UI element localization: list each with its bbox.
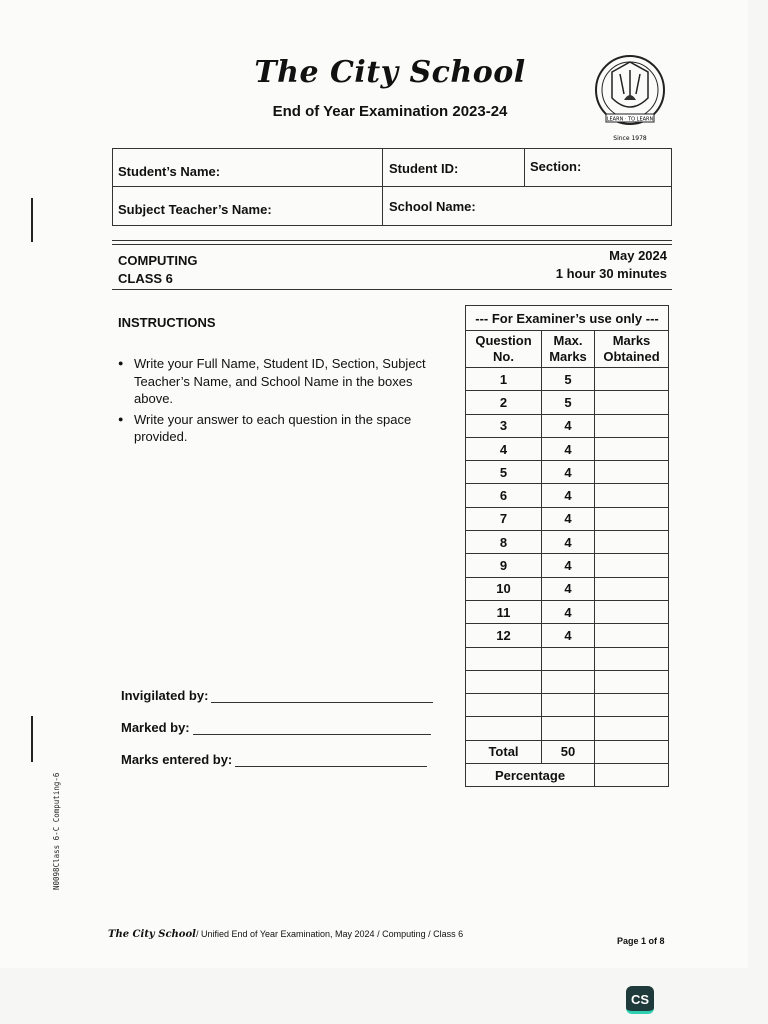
marks-obtained-cell[interactable]	[595, 461, 669, 484]
section-field[interactable]: Section:	[530, 159, 582, 174]
max-marks: 4	[542, 600, 595, 623]
max-marks: 4	[542, 414, 595, 437]
total-label: Total	[466, 740, 542, 763]
header-max-marks: Max. Marks	[542, 331, 595, 368]
marked-by-line[interactable]	[121, 720, 431, 735]
instruction-item: ● Write your Full Name, Student ID, Section, Subject Teacher’s Name, and School Name in the boxes above.	[118, 355, 438, 408]
school-name-title: The City School	[254, 55, 526, 90]
subject-name: COMPUTING	[118, 253, 198, 268]
binding-mark	[31, 716, 33, 762]
total-obtained-cell[interactable]	[595, 740, 669, 763]
instructions-heading: INSTRUCTIONS	[118, 315, 216, 330]
class-name: CLASS 6	[118, 271, 173, 286]
max-marks: 4	[542, 437, 595, 460]
teacher-name-field[interactable]: Subject Teacher’s Name:	[118, 202, 272, 217]
marks-obtained-cell[interactable]	[595, 507, 669, 530]
empty-row	[466, 670, 669, 693]
table-row	[466, 368, 669, 391]
subject-top-rule-2	[112, 244, 672, 245]
school-crest-logo	[590, 52, 670, 144]
marks-obtained-cell[interactable]	[595, 414, 669, 437]
exam-title: End of Year Examination 2023-24	[272, 103, 508, 120]
max-marks: 4	[542, 484, 595, 507]
marks-entered-by-label: Marks entered by:	[121, 752, 233, 767]
table-row	[466, 600, 669, 623]
max-marks: 4	[542, 554, 595, 577]
invigilated-by-label: Invigilated by:	[121, 688, 209, 703]
empty-row	[466, 694, 669, 717]
empty-row	[466, 647, 669, 670]
table-row	[466, 437, 669, 460]
question-no: 7	[466, 507, 542, 530]
footer-school-script: The City School	[108, 929, 196, 940]
percentage-label: Percentage	[466, 764, 595, 787]
question-no: 11	[466, 600, 542, 623]
table-row	[466, 461, 669, 484]
subject-bottom-rule	[112, 289, 672, 290]
total-value: 50	[542, 740, 595, 763]
school-name-field[interactable]: School Name:	[389, 199, 476, 214]
max-marks: 5	[542, 368, 595, 391]
instructions-list	[118, 355, 438, 449]
marks-obtained-cell[interactable]	[595, 531, 669, 554]
question-no: 2	[466, 391, 542, 414]
question-no: 4	[466, 437, 542, 460]
examiner-table-title: --- For Examiner’s use only ---	[466, 306, 669, 331]
empty-row	[466, 717, 669, 740]
table-row	[466, 624, 669, 647]
marks-obtained-cell[interactable]	[595, 624, 669, 647]
subject-top-rule	[112, 240, 672, 241]
page-number: Page 1 of 8	[617, 936, 665, 946]
info-divider-v2	[524, 148, 525, 186]
max-marks: 5	[542, 391, 595, 414]
max-marks: 4	[542, 531, 595, 554]
total-row	[466, 740, 669, 763]
page-footer	[108, 929, 463, 940]
marks-obtained-cell[interactable]	[595, 600, 669, 623]
instruction-item: ● Write your answer to each question in the space provided.	[118, 411, 438, 446]
table-row	[466, 554, 669, 577]
question-no: 12	[466, 624, 542, 647]
marks-obtained-cell[interactable]	[595, 391, 669, 414]
camscanner-badge-icon: CS	[626, 986, 654, 1014]
percentage-cell[interactable]	[595, 764, 669, 787]
invigilated-by-line[interactable]	[121, 688, 433, 703]
table-row	[466, 484, 669, 507]
question-no: 1	[466, 368, 542, 391]
max-marks: 4	[542, 507, 595, 530]
svg-text:LEARN · TO LEARN: LEARN · TO LEARN	[606, 116, 654, 123]
max-marks: 4	[542, 624, 595, 647]
marks-obtained-cell[interactable]	[595, 577, 669, 600]
info-divider	[112, 186, 672, 187]
marked-by-label: Marked by:	[121, 720, 190, 735]
footer-text: / Unified End of Year Examination, May 2024 / Computing / Class 6	[195, 929, 464, 939]
marks-obtained-cell[interactable]	[595, 554, 669, 577]
question-no: 3	[466, 414, 542, 437]
binding-mark	[31, 198, 33, 242]
examiner-marks-table	[465, 305, 669, 787]
max-marks: 4	[542, 461, 595, 484]
question-no: 6	[466, 484, 542, 507]
table-row	[466, 577, 669, 600]
student-name-field[interactable]: Student’s Name:	[118, 164, 221, 179]
info-divider-v1	[382, 148, 383, 226]
table-row	[466, 414, 669, 437]
marks-obtained-cell[interactable]	[595, 437, 669, 460]
side-code: N0098Class 6-C Computing-6	[52, 772, 61, 890]
question-no: 8	[466, 531, 542, 554]
question-no: 9	[466, 554, 542, 577]
marks-entered-by-line[interactable]	[121, 752, 427, 767]
header-marks-obtained: Marks Obtained	[595, 331, 669, 368]
table-row	[466, 391, 669, 414]
table-row	[466, 507, 669, 530]
percentage-row	[466, 764, 669, 787]
marks-obtained-cell[interactable]	[595, 484, 669, 507]
question-no: 10	[466, 577, 542, 600]
exam-duration: 1 hour 30 minutes	[555, 266, 667, 281]
header-question-no: Question No.	[466, 331, 542, 368]
svg-text:Since 1978: Since 1978	[613, 135, 647, 142]
student-id-field[interactable]: Student ID:	[389, 161, 459, 176]
max-marks: 4	[542, 577, 595, 600]
table-row	[466, 531, 669, 554]
marks-obtained-cell[interactable]	[595, 368, 669, 391]
exam-date: May 2024	[609, 248, 667, 263]
question-no: 5	[466, 461, 542, 484]
